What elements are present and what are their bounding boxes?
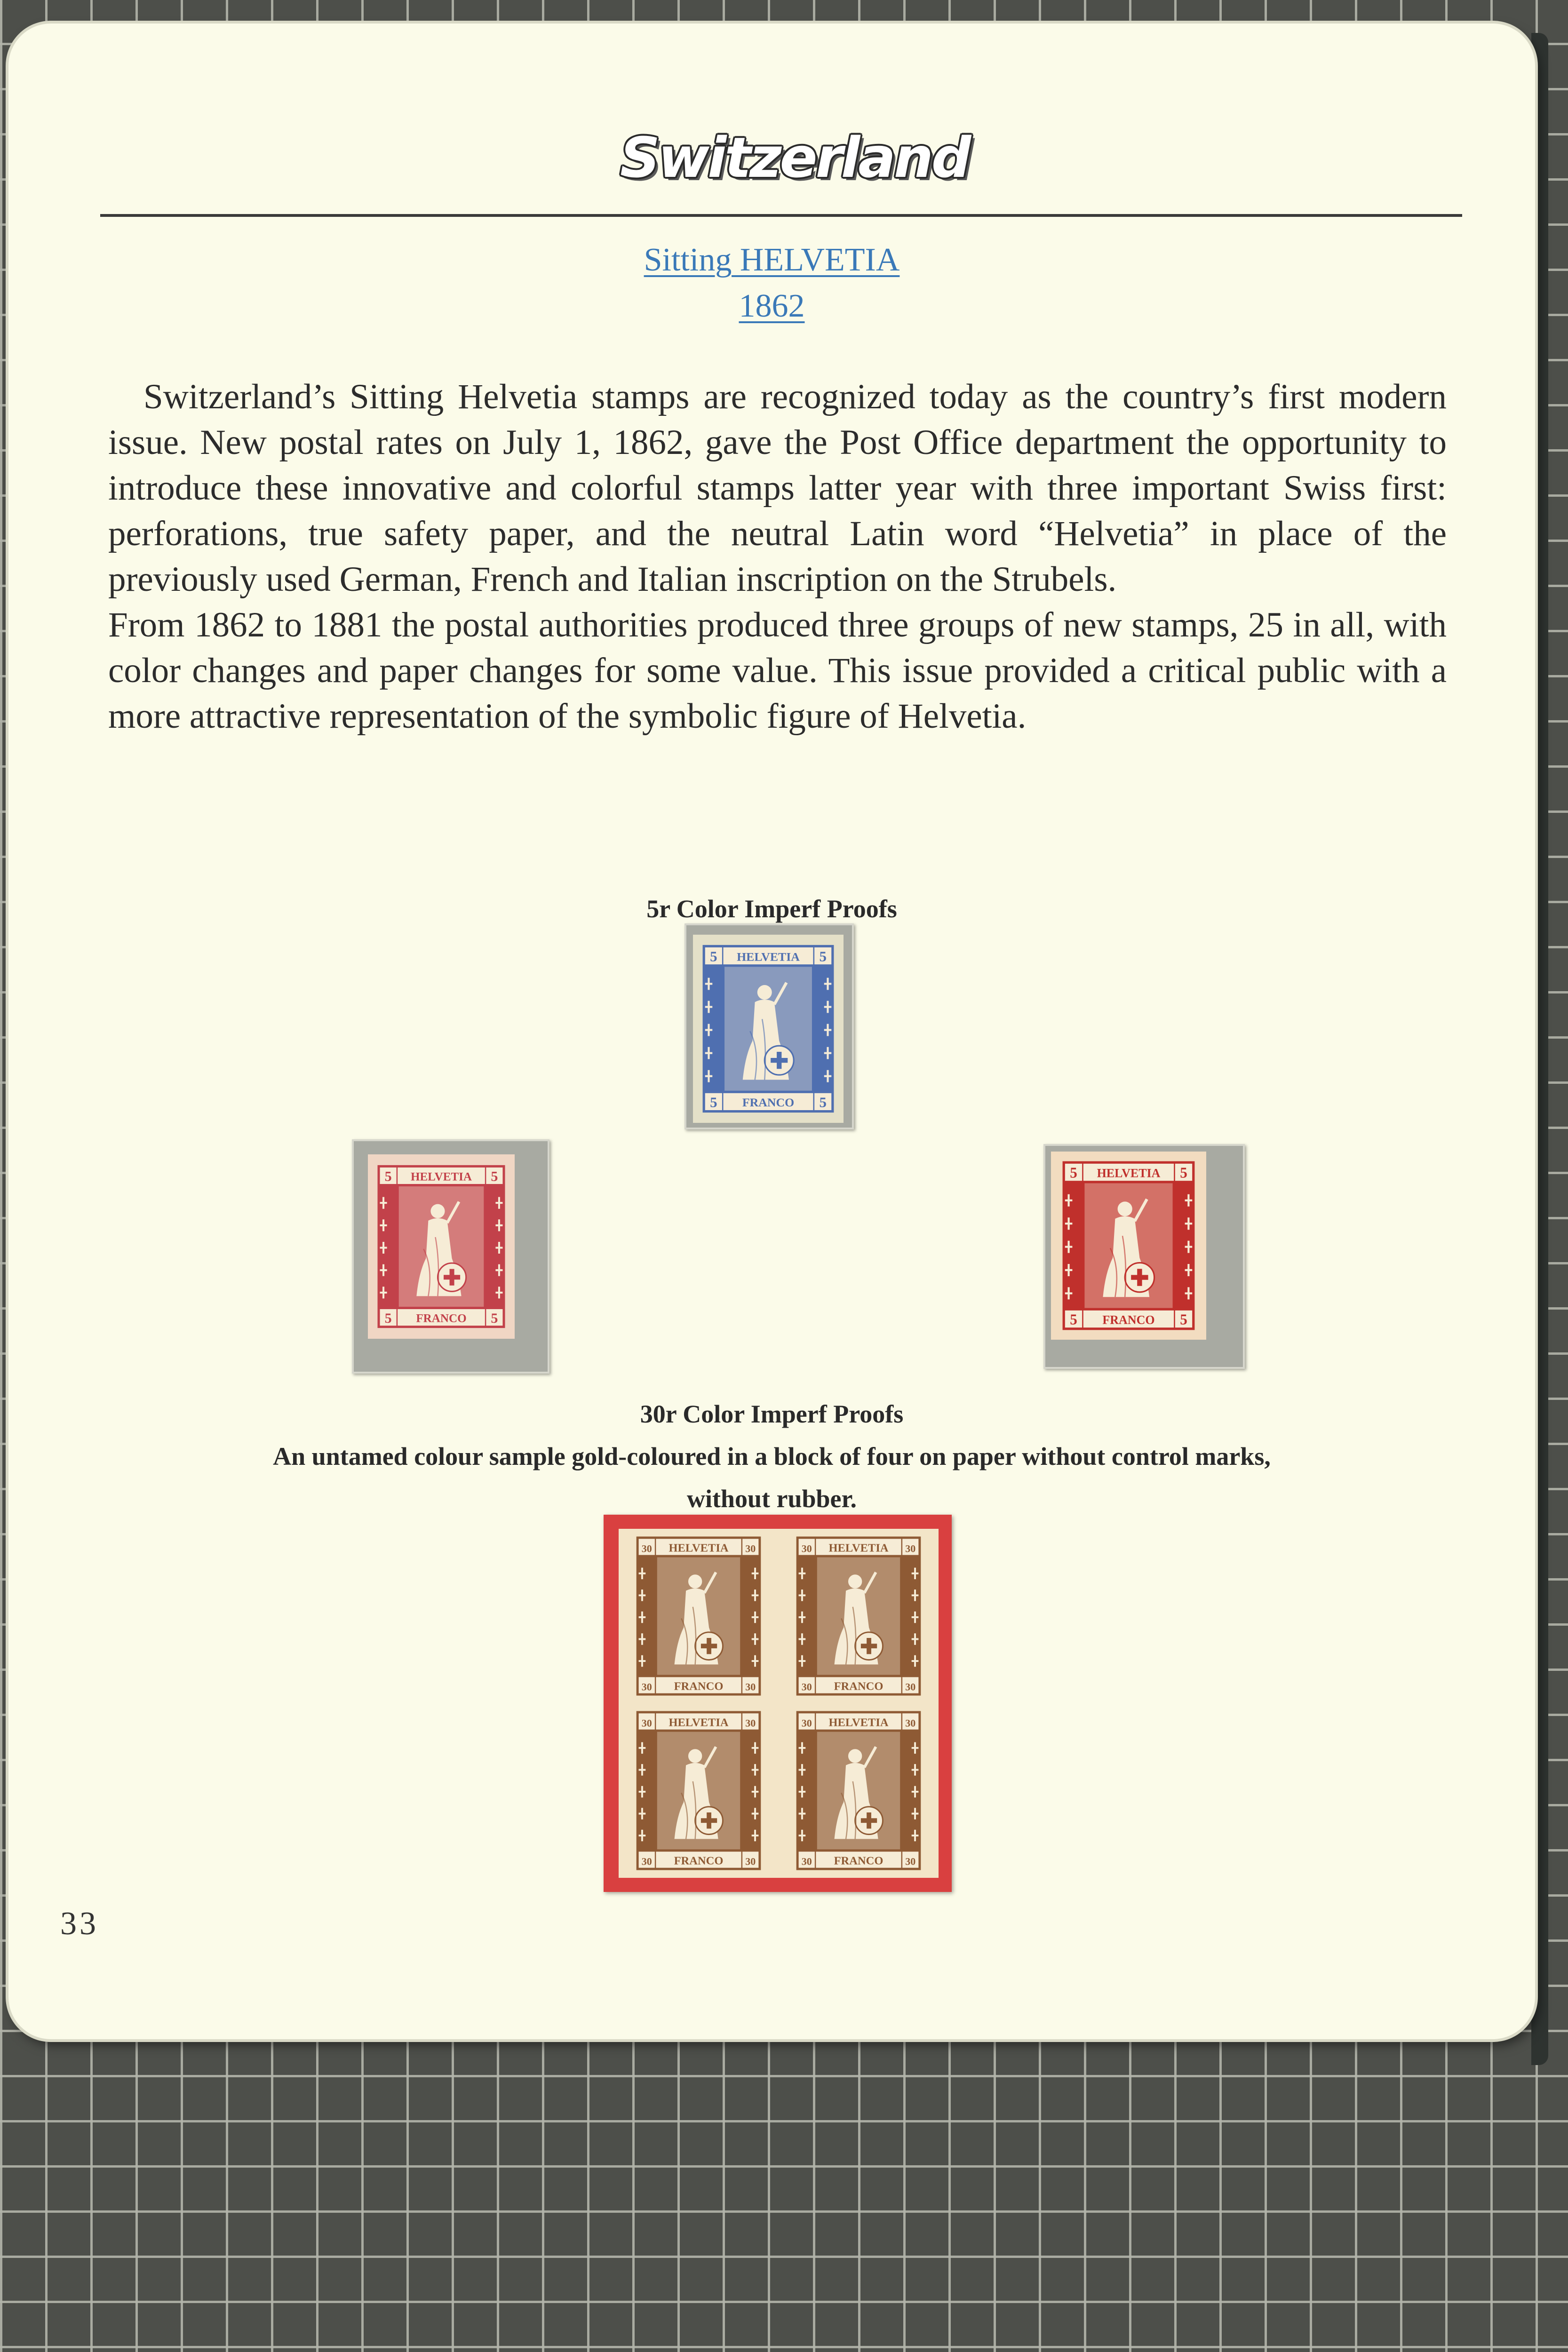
stamp-value-label: 5 [384, 1168, 392, 1184]
stamp-bottom-label: FRANCO [416, 1312, 467, 1325]
stamp-30r [619, 1529, 779, 1703]
stamp-value-label: 5 [710, 948, 717, 965]
stamp-value-label: 5 [491, 1310, 498, 1326]
stamp-30r [779, 1703, 939, 1878]
stamp-top-label: HELVETIA [669, 1716, 729, 1729]
stamp-top-label: HELVETIA [669, 1542, 729, 1555]
stamp-value-label: 30 [745, 1717, 756, 1729]
helvetia-stamp-design [376, 1163, 506, 1330]
stamp-block-30r [619, 1529, 939, 1878]
stamp-top-label: HELVETIA [1097, 1166, 1161, 1180]
helvetia-head [688, 1749, 702, 1763]
proofs-30r-description-line2: without rubber. [686, 1485, 857, 1513]
helvetia-head [430, 1204, 445, 1218]
helvetia-head [757, 985, 772, 1000]
stamp-value-label: 30 [801, 1542, 812, 1555]
stamp-mount-5r-carmine [1043, 1144, 1245, 1369]
helvetia-stamp-design [701, 943, 835, 1114]
stamp-5r-carmine [1051, 1152, 1206, 1340]
stamp-value-label: 30 [641, 1717, 652, 1729]
stamp-bottom-label: FRANCO [674, 1854, 724, 1867]
stamp-value-label: 30 [801, 1855, 812, 1867]
stamp-bottom-label: FRANCO [742, 1096, 795, 1110]
helvetia-head [848, 1749, 862, 1763]
stamp-5r-blue [693, 935, 844, 1123]
stamp-30r [779, 1529, 939, 1703]
section-year: 1862 [739, 288, 805, 324]
stamp-value-label: 30 [905, 1542, 916, 1555]
helvetia-head [688, 1574, 702, 1588]
helvetia-stamp-design [625, 1710, 772, 1871]
page-number: 33 [60, 1906, 99, 1942]
proofs-30r-caption: 30r Color Imperf Proofs [640, 1400, 904, 1428]
stamp-top-label: HELVETIA [737, 950, 800, 964]
stamp-value-label: 5 [384, 1310, 392, 1326]
stamp-bottom-label: FRANCO [674, 1680, 724, 1693]
stamp-value-label: 30 [641, 1855, 652, 1867]
helvetia-stamp-design [1059, 1160, 1198, 1331]
section-title: Sitting HELVETIA [644, 242, 900, 278]
proofs-5r-caption: 5r Color Imperf Proofs [646, 895, 897, 923]
stamp-value-label: 30 [801, 1681, 812, 1693]
helvetia-stamp-design [785, 1710, 932, 1871]
stamp-value-label: 30 [801, 1717, 812, 1729]
intro-paragraph-1: Switzerland’s Sitting Helvetia stamps are recognized today as the country’s first modern issue. New postal rates on July 1, 1862, gave the Post Office department the opportunity to introduce these innovative and colorful stamps latter year with three important Swiss first: perforations, true safety paper, and the neutral Latin word “Helvetia” in place of the previously used German, French and Italian inscription on the Strubels. [108, 377, 1447, 599]
stamp-value-label: 5 [1180, 1164, 1187, 1181]
helvetia-stamp-design [625, 1535, 772, 1697]
stamp-value-label: 30 [905, 1717, 916, 1729]
stamp-value-label: 5 [819, 1094, 827, 1111]
stamp-value-label: 5 [710, 1094, 717, 1111]
helvetia-head [848, 1574, 862, 1588]
intro-text [108, 374, 1447, 739]
stamp-value-label: 5 [1070, 1164, 1077, 1181]
stamp-top-label: HELVETIA [828, 1716, 889, 1729]
stamp-bottom-label: FRANCO [834, 1680, 883, 1693]
stamp-mount-5r-red [352, 1139, 549, 1374]
stamp-5r-red [368, 1154, 515, 1339]
stamp-value-label: 30 [745, 1681, 756, 1693]
stamp-value-label: 5 [1180, 1311, 1187, 1328]
proofs-30r-description-line1: An untamed colour sample gold-coloured in a block of four on paper without control marks, [273, 1442, 1271, 1470]
stamp-bottom-label: FRANCO [834, 1854, 883, 1867]
stamp-value-label: 30 [745, 1855, 756, 1867]
stamp-value-label: 30 [641, 1681, 652, 1693]
country-logo: Switzerland [620, 125, 970, 190]
helvetia-head [1118, 1201, 1132, 1216]
stamp-value-label: 5 [819, 948, 827, 965]
stamp-top-label: HELVETIA [410, 1170, 472, 1184]
intro-paragraph-2: From 1862 to 1881 the postal authorities produced three groups of new stamps, 25 in all, with color changes and paper changes for some value. This issue provided a critical public with a more attractive representation of the symbolic figure of Helvetia. [108, 605, 1447, 736]
stamp-top-label: HELVETIA [828, 1542, 889, 1555]
stamp-block-30r-mount [604, 1515, 952, 1892]
header-divider [100, 214, 1462, 217]
stamp-value-label: 30 [745, 1542, 756, 1555]
stamp-value-label: 5 [491, 1168, 498, 1184]
stamp-value-label: 5 [1070, 1311, 1077, 1328]
helvetia-stamp-design [785, 1535, 932, 1697]
stamp-value-label: 30 [905, 1681, 916, 1693]
album-page [8, 24, 1535, 2039]
stamp-value-label: 30 [905, 1855, 916, 1867]
stamp-bottom-label: FRANCO [1102, 1313, 1155, 1327]
stamp-value-label: 30 [641, 1542, 652, 1555]
stamp-mount-5r-blue [685, 923, 854, 1129]
stamp-30r [619, 1703, 779, 1878]
